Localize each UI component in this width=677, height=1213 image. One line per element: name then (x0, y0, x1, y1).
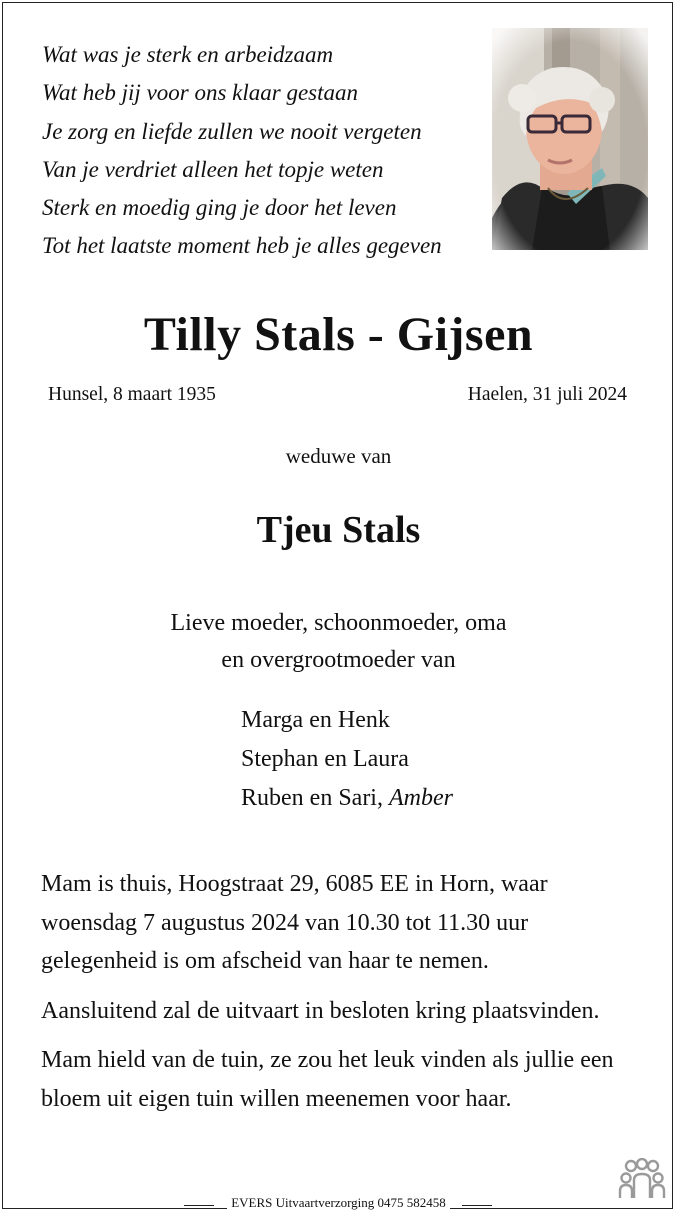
death-place-date: Haelen, 31 juli 2024 (467, 384, 627, 405)
child-names: Stephan en Laura (241, 746, 409, 772)
husband-name: Tjeu Stals (256, 509, 421, 551)
portrait-photo (492, 28, 648, 250)
children-list (241, 701, 453, 818)
funeral-director-footer (0, 1195, 677, 1211)
notice-paragraph: Aansluitend zal de uitvaart in besloten kring plaatsvinden. (41, 997, 600, 1024)
child-names: Ruben en Sari, (241, 785, 383, 811)
poem-line: Van je verdriet alleen het topje weten (42, 156, 384, 182)
grandchild-name: Amber (388, 785, 453, 811)
notice-paragraph: Mam hield van de tuin, ze zou het leuk vinden als jullie een bloem uit eigen tuin willen meenemen voor haar. (41, 1047, 614, 1112)
deceased-name: Tilly Stals - Gijsen (143, 308, 534, 361)
child-entry (241, 701, 453, 740)
birth-place-date: Hunsel, 8 maart 1935 (48, 384, 216, 405)
poem-line: Wat was je sterk en arbeidzaam (42, 42, 334, 67)
relation-line: en overgrootmoeder van (221, 647, 456, 673)
poem-line: Sterk en moedig ging je door het leven (42, 195, 397, 221)
child-entry (241, 740, 453, 779)
relation-text (0, 605, 677, 679)
widow-of-label: weduwe van (285, 444, 392, 468)
poem-line: Je zorg en liefde zullen we nooit vergeten (42, 118, 422, 144)
funeral-notice (41, 865, 641, 1129)
poem-line: Wat heb jij voor ons klaar gestaan (42, 80, 359, 106)
child-entry (241, 779, 453, 818)
people-group-icon (616, 1158, 668, 1200)
notice-paragraph: Mam is thuis, Hoogstraat 29, 6085 EE in Horn, waar woensdag 7 augustus 2024 van 10.30 tot 11.30 uur gelegenheid is om afscheid van haar te nemen. (41, 871, 548, 974)
poem-line: Tot het laatste moment heb je alles gegeven (42, 233, 442, 259)
relation-line: Lieve moeder, schoonmoeder, oma (170, 610, 507, 636)
child-names: Marga en Henk (241, 707, 390, 733)
poem (42, 36, 492, 266)
footer-text: EVERS Uitvaartverzorging 0475 582458 (227, 1195, 450, 1210)
